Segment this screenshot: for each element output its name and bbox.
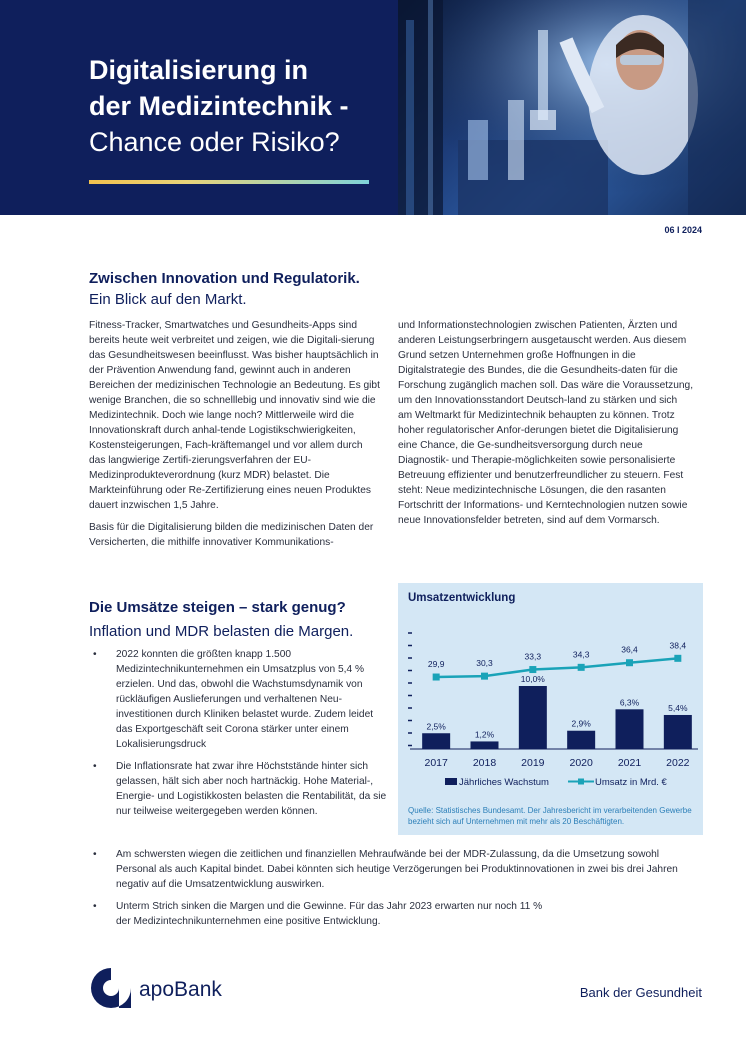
line-point (433, 674, 440, 681)
title-line-1: Digitalisierung in (89, 55, 309, 85)
bar (422, 733, 450, 749)
chart-source-note: Quelle: Statistisches Bundesamt. Der Jahresbericht im verarbeitenden Gewerbe bezieht sich auf Unternehmen mit mehr als 20 Beschäftigten. (408, 806, 692, 826)
bar-data-label: 1,2% (474, 729, 495, 740)
section1-column-right (398, 318, 694, 535)
revenue-chart (398, 583, 703, 803)
line-data-label: 36,4 (621, 644, 638, 655)
bullet-list-narrow (89, 647, 389, 826)
legend-label: Jährliches Wachstum (459, 777, 549, 788)
bullet-text: Unterm Strich sinken die Margen und die Gewinne. Für das Jahr 2023 erwarten nur noch 11 % der Medizintechnikunternehmen eine positive Entwicklung. (116, 901, 543, 927)
list-item (89, 899, 694, 929)
bullet-icon: • (93, 649, 97, 660)
bar-data-label: 10,0% (520, 674, 545, 684)
revenue-line (436, 658, 678, 677)
tagline: Bank der Gesundheit (579, 985, 702, 1000)
logo-text: apoBank (139, 978, 222, 1001)
x-tick-label: 2022 (666, 757, 690, 769)
page-title (89, 52, 389, 160)
list-item (89, 647, 389, 752)
legend-line-marker (578, 779, 584, 785)
x-tick-label: 2017 (424, 757, 448, 769)
x-tick-label: 2019 (521, 757, 545, 769)
line-point (626, 659, 633, 666)
bullet-list-wide (89, 847, 694, 936)
legend-bar-swatch (445, 778, 457, 785)
x-tick-label: 2021 (617, 757, 642, 769)
bullet-text: Die Inflationsrate hat zwar ihre Höchststände hinter sich gelassen, hält sich aber noch hartnäckig. Hohe Material-, Energie- und Logistikkosten belasten die Rentabilität, da sie nur teilweise weitergegeben werden können. (116, 761, 387, 817)
chart-panel (398, 583, 703, 835)
line-point (674, 655, 681, 662)
line-point (529, 666, 536, 673)
paragraph: und Informationstechnologien zwischen Patienten, Ärzten und anderen Leistungserbringern ausgetauscht werden. Aus diesem Grund setzen Unternehmen große Hoffnungen in die Digitalstrategie des Bundes, die die Gesundheits-daten für die Forschung zugänglich machen soll. Das wäre die Voraussetzung, um den Innovationsstandort Deutsch-land zu stärken und sich am Weltmarkt für Medizintechnik behaupten zu können. Trotz hoher regulatorischer Anfor-derungen bietet die Digitalisierung eine Chance, die Ge-sundheitsversorgung durch neue Diagnostik- und Therapie-möglichkeiten sowie personalisierte Betreuung effizienter und benutzerfreundlicher zu steuern. Fest steht: Neue medizintechnische Lösungen, die den rasanten Fortschritt der Informations- und Kerntechnologien nutzen sowie neue Innovationsfelder betreten, sind auf dem Vormarsch. (398, 320, 694, 526)
line-data-label: 34,3 (572, 649, 590, 660)
bar-data-label: 2,5% (426, 721, 446, 732)
list-item (89, 847, 694, 892)
section1-column-left (89, 318, 381, 557)
section1-heading: Zwischen Innovation und Regulatorik. (89, 270, 360, 287)
paragraph: Basis für die Digitalisierung bilden die medizinischen Daten der Versicherten, die mithilfe innovativer Kommunikations- (89, 522, 374, 548)
line-data-label: 30,3 (476, 658, 493, 669)
paragraph: Fitness-Tracker, Smartwatches und Gesundheits-Apps sind bereits heute weit verbreitet und zeigen, wie die Digitali-sierung das Gesundheitswesen beeinflusst. Was bisher hauptsächlich in der Prävention Anwendung fand, gewinnt auch in anderen Bereichen der medizinischen Technologie an Bedeutung. Es gibt wenige Branchen, die so schnelllebig und innovativ sind wie die Medizintechnik. Doch wie lange noch? Mittlerweile wird die Innovationskraft durch anhal-tende Logistikschwierigkeiten, Kostensteigerungen, Fach-kräftemangel und vor allem durch das langwierige Zertifi-zierungsverfahren der EU-Medizinprodukteverordnung (kurz MDR) belastet. Die Markteinführung oder Re-Zertifizierung eines neuen Produktes dauert inzwischen 1,5 Jahre. (89, 320, 380, 511)
legend-label: Umsatz in Mrd. € (595, 777, 667, 788)
bullet-icon: • (93, 761, 97, 772)
bullet-icon: • (93, 849, 97, 860)
apobank-logo-icon (89, 966, 133, 1010)
section2-subheading: Inflation und MDR belasten die Margen. (89, 623, 354, 640)
title-underline (89, 180, 369, 184)
hero-banner (0, 0, 746, 215)
section2-heading: Die Umsätze steigen – stark genug? (89, 599, 346, 616)
bullet-icon: • (93, 901, 97, 912)
list-item (89, 759, 389, 819)
bar (471, 741, 499, 749)
line-point (481, 673, 488, 680)
chart-title: Umsatzentwicklung (408, 592, 516, 604)
x-tick-label: 2018 (472, 757, 497, 769)
section1-subheading: Ein Blick auf den Markt. (89, 291, 247, 308)
x-tick-label: 2020 (569, 757, 593, 769)
bullet-text: Am schwersten wiegen die zeitlichen und finanziellen Mehraufwände bei der MDR-Zulassung, da die Umsetzung sowohl Personal als auch Kapital bindet. Dabei könnten sich heutige Verzögerungen bei Produktinnovationen in zwei bis drei Jahren negativ auf die Umsatzentwicklung auswirken. (116, 849, 678, 890)
title-line-2: der Medizintechnik - (89, 91, 349, 121)
bar (616, 709, 644, 749)
bar-data-label: 6,3% (619, 697, 640, 708)
bar (519, 686, 547, 749)
apobank-logo (89, 966, 239, 1012)
line-data-label: 29,9 (427, 659, 445, 670)
issue-date: 06 I 2024 (664, 225, 702, 235)
bar-data-label: 2,9% (571, 718, 591, 729)
line-data-label: 33,3 (524, 651, 542, 662)
hero-photo-lab-scientist (398, 0, 746, 215)
bar (567, 731, 595, 749)
line-data-label: 38,4 (669, 640, 687, 651)
bar-data-label: 5,4% (668, 702, 688, 713)
bar (664, 715, 692, 749)
bullet-text: 2022 konnten die größten knapp 1.500 Medizintechnikunternehmen ein Umsatzplus von 5,4 % erzielen. Und das, obwohl die Wachstumsdynamik von rückläufigen Auslieferungen und verhaltenen Neu-investitionen durch Kliniken belastet wurde. Zudem leidet das Exportgeschäft seit Corona stärker unter einem Lokalisierungsdruck (116, 649, 374, 750)
lab-scene-illustration (398, 0, 746, 215)
line-point (578, 664, 585, 671)
title-line-3: Chance oder Risiko? (89, 127, 340, 157)
